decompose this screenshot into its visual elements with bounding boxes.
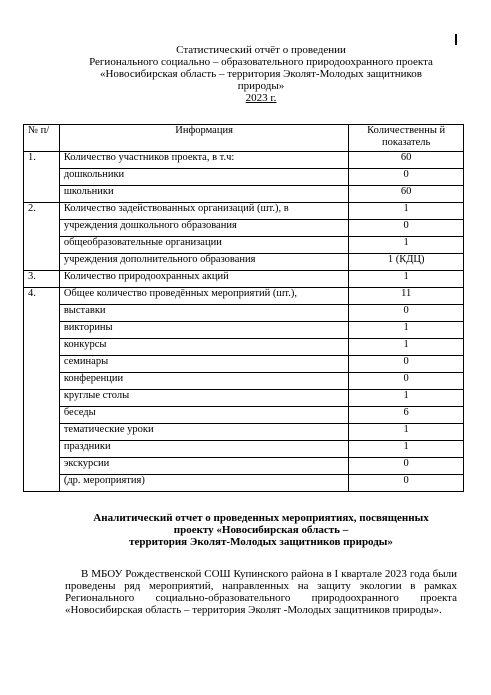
row-number <box>24 254 60 271</box>
table-row <box>24 475 464 492</box>
table-row <box>24 203 464 220</box>
table-row <box>24 441 464 458</box>
row-value: 1 <box>349 237 464 254</box>
row-value: 1 (КДЦ) <box>349 254 464 271</box>
title-line-4: природы» <box>237 80 285 92</box>
row-label: Количество задействованных организаций (шт.), в <box>59 203 349 220</box>
row-label: выставки <box>59 305 349 322</box>
table-row <box>24 237 464 254</box>
row-number <box>24 356 60 373</box>
header-value: Количественны й показатель <box>349 125 464 152</box>
row-value: 6 <box>349 407 464 424</box>
row-number: 2. <box>24 203 60 220</box>
row-label: школьники <box>59 186 349 203</box>
row-value: 11 <box>349 288 464 305</box>
row-value: 1 <box>349 441 464 458</box>
table-row <box>24 288 464 305</box>
row-label: семинары <box>59 356 349 373</box>
statistics-table <box>23 124 464 492</box>
row-value: 1 <box>349 203 464 220</box>
analytic-title-line-1: Аналитический отчет о проведенных мероприятиях, посвященных <box>93 512 429 524</box>
row-number <box>24 322 60 339</box>
row-value: 60 <box>349 152 464 169</box>
table-row <box>24 339 464 356</box>
report-title <box>60 44 462 104</box>
table-row <box>24 169 464 186</box>
row-value: 1 <box>349 424 464 441</box>
row-value: 0 <box>349 458 464 475</box>
row-label: беседы <box>59 407 349 424</box>
row-label: конкурсы <box>59 339 349 356</box>
table-row <box>24 271 464 288</box>
table-row <box>24 424 464 441</box>
title-line-2: Регионального социально – образовательного природоохранного проекта <box>89 56 433 68</box>
row-value: 0 <box>349 475 464 492</box>
row-label: праздники <box>59 441 349 458</box>
row-number <box>24 169 60 186</box>
row-value: 1 <box>349 390 464 407</box>
row-label: Количество природоохранных акций <box>59 271 349 288</box>
row-number <box>24 339 60 356</box>
table-row <box>24 254 464 271</box>
table-row <box>24 458 464 475</box>
row-label: общеобразовательные организации <box>59 237 349 254</box>
row-number <box>24 458 60 475</box>
table-row <box>24 356 464 373</box>
row-value: 0 <box>349 305 464 322</box>
table-row <box>24 152 464 169</box>
table-header-row <box>24 125 464 152</box>
row-value: 60 <box>349 186 464 203</box>
row-label: экскурсии <box>59 458 349 475</box>
table-row <box>24 186 464 203</box>
row-number: 3. <box>24 271 60 288</box>
header-info: Информация <box>59 125 349 152</box>
title-year: 2023 г. <box>245 92 277 104</box>
analytic-paragraph: В МБОУ Рождественской СОШ Купинского района в I квартале 2023 года были проведены ряд мероприятий, направленных на защиту экологии в рамках Регионального социально-образовательного природоохранного проекта «Новосибирская область – территория Эколят -Молодых защитников природы». <box>65 568 457 616</box>
row-number <box>24 407 60 424</box>
row-label: Общее количество проведённых мероприятий (шт.), <box>59 288 349 305</box>
title-line-3: «Новосибирская область – территория Эколят-Молодых защитников <box>99 68 422 80</box>
row-label: викторины <box>59 322 349 339</box>
row-label: конференции <box>59 373 349 390</box>
analytic-report-title <box>60 512 462 548</box>
row-label: учреждения дополнительного образования <box>59 254 349 271</box>
row-label: Количество участников проекта, в т.ч: <box>59 152 349 169</box>
row-value: 0 <box>349 169 464 186</box>
table-row <box>24 390 464 407</box>
header-num: № п/ <box>24 125 60 152</box>
row-value: 1 <box>349 322 464 339</box>
table-row <box>24 220 464 237</box>
row-value: 1 <box>349 339 464 356</box>
analytic-title-line-3: территория Эколят-Молодых защитников природы» <box>129 536 393 548</box>
row-number <box>24 475 60 492</box>
row-number: 4. <box>24 288 60 305</box>
table-row <box>24 305 464 322</box>
table-row <box>24 322 464 339</box>
row-number <box>24 186 60 203</box>
title-line-1: Статистический отчёт о проведении <box>176 44 346 56</box>
row-label: круглые столы <box>59 390 349 407</box>
table-row <box>24 407 464 424</box>
row-number <box>24 390 60 407</box>
row-number <box>24 373 60 390</box>
row-number <box>24 305 60 322</box>
row-number: 1. <box>24 152 60 169</box>
table-row <box>24 373 464 390</box>
row-value: 0 <box>349 220 464 237</box>
row-number <box>24 220 60 237</box>
analytic-title-line-2: проекту «Новосибирская область – <box>173 524 349 536</box>
row-number <box>24 441 60 458</box>
row-number <box>24 237 60 254</box>
row-label: (др. мероприятия) <box>59 475 349 492</box>
row-label: дошкольники <box>59 169 349 186</box>
row-value: 0 <box>349 356 464 373</box>
row-label: учреждения дошкольного образования <box>59 220 349 237</box>
row-number <box>24 424 60 441</box>
row-value: 0 <box>349 373 464 390</box>
row-label: тематические уроки <box>59 424 349 441</box>
row-value: 1 <box>349 271 464 288</box>
